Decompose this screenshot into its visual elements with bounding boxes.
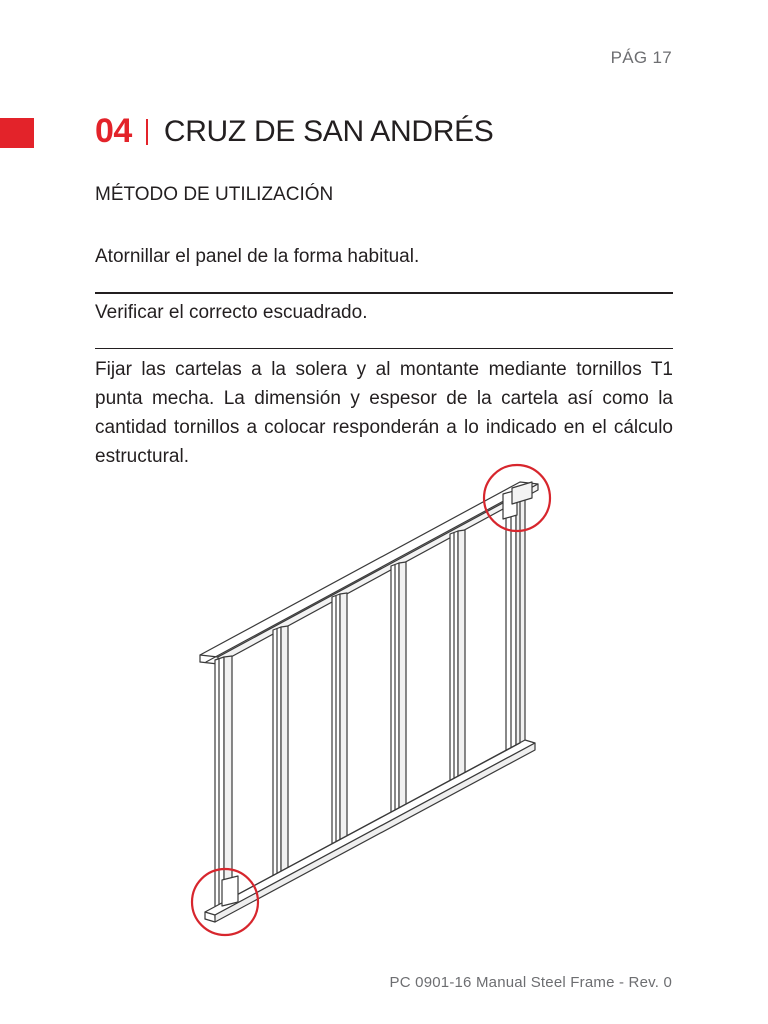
section-tab-marker	[0, 118, 34, 148]
top-track	[200, 482, 538, 664]
step-2: Verificar el correcto escuadrado.	[95, 302, 368, 323]
studs	[215, 498, 525, 918]
section-number: 04	[95, 112, 132, 150]
divider-line	[95, 348, 673, 349]
subheading: MÉTODO DE UTILIZACIÓN	[95, 184, 334, 205]
section-heading	[95, 112, 493, 151]
section-divider	[146, 119, 148, 145]
step-1: Atornillar el panel de la forma habitual.	[95, 246, 420, 267]
footer-doc-reference: PC 0901-16 Manual Steel Frame - Rev. 0	[389, 974, 672, 991]
bottom-track	[205, 740, 535, 922]
section-title: CRUZ DE SAN ANDRÉS	[163, 114, 494, 148]
steel-frame-panel-illustration	[180, 462, 580, 942]
gusset-plates	[222, 482, 532, 906]
divider-line	[95, 292, 673, 294]
step-3: Fijar las cartelas a la solera y al montante mediante tornillos T1 punta mecha. La dimensión y espesor de la cartela así como la cantidad tornillos a colocar responderán a lo indicado en el cálculo estructural.	[95, 359, 673, 467]
page-number: PÁG 17	[610, 48, 672, 67]
